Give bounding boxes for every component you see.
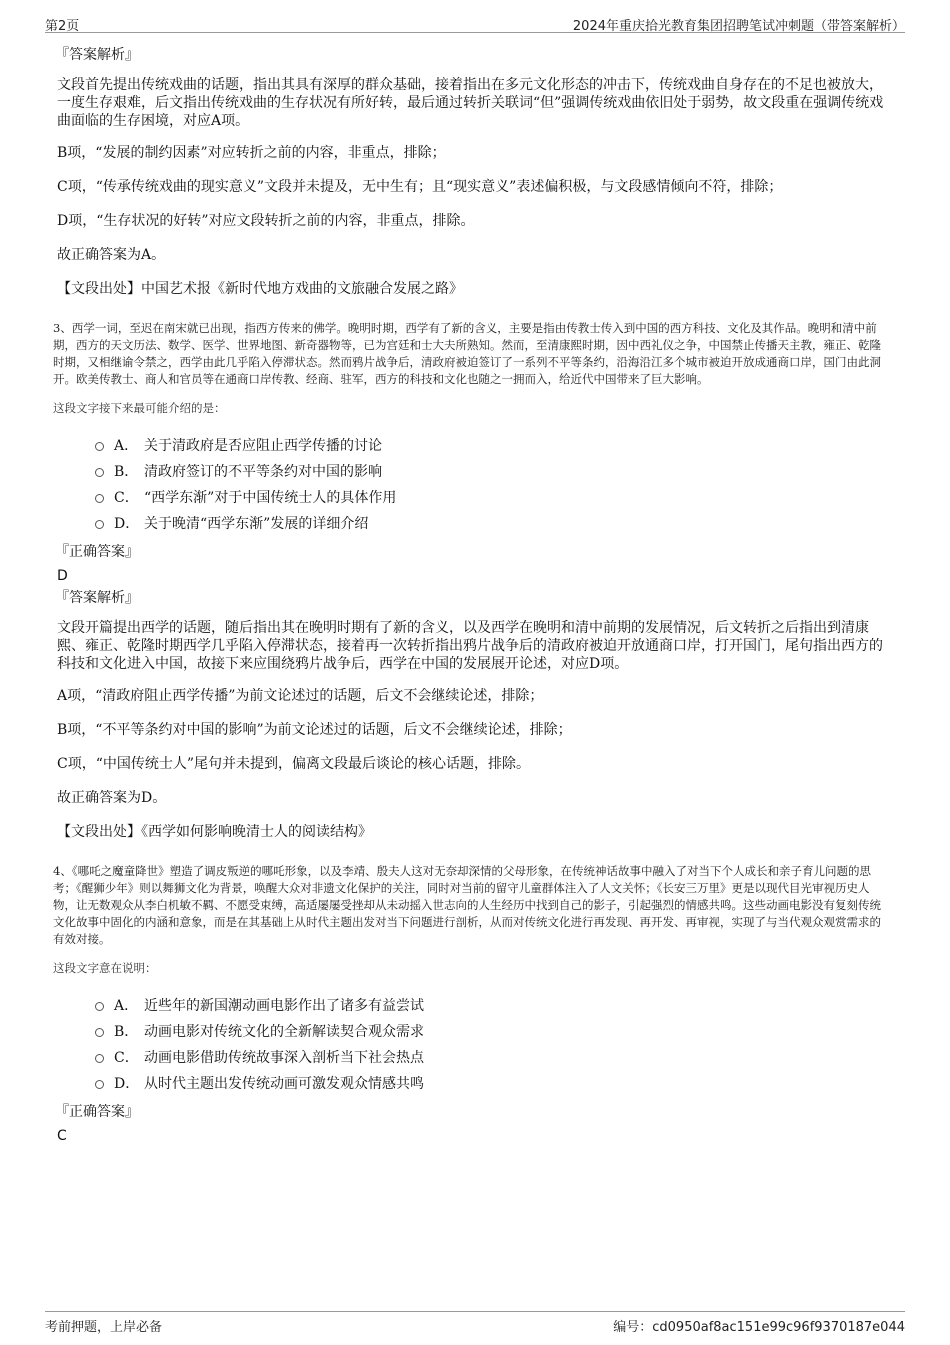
radio-icon[interactable] <box>95 1028 104 1037</box>
option-text: “西学东渐”对于中国传统士人的具体作用 <box>144 490 397 506</box>
option-letter: D． <box>114 1076 140 1092</box>
option-c-explanation: C项，“中国传统士人”尾句并未提到，偏离文段最后谈论的核心话题，排除。 <box>57 756 531 772</box>
document-code: 编号：cd0950af8ac151e99c96f9370187e044 <box>613 1320 905 1335</box>
question-3-prompt: 这段文字接下来最可能介绍的是： <box>53 401 226 415</box>
radio-icon[interactable] <box>95 520 104 529</box>
option-text: 动画电影对传统文化的全新解读契合观众需求 <box>144 1024 424 1040</box>
radio-icon[interactable] <box>95 494 104 503</box>
option-a[interactable] <box>95 993 890 1019</box>
question-4-options <box>95 993 890 1097</box>
correct-answer-label: 『正确答案』 <box>55 1104 139 1120</box>
option-b-explanation: B项，“发展的制约因素”对应转折之前的内容，非重点，排除； <box>57 145 446 161</box>
option-a[interactable] <box>95 433 890 459</box>
option-b[interactable] <box>95 1019 890 1045</box>
option-b-explanation: B项，“不平等条约对中国的影响”为前文论述过的话题，后文不会继续论述，排除； <box>57 722 572 738</box>
option-letter: A． <box>114 998 139 1014</box>
radio-icon[interactable] <box>95 442 104 451</box>
option-letter: D． <box>114 516 140 532</box>
option-text: 关于晚清“西学东渐”发展的详细介绍 <box>144 516 369 532</box>
option-text: 动画电影借助传统故事深入剖析当下社会热点 <box>144 1050 424 1066</box>
option-letter: A． <box>114 438 139 454</box>
option-text: 关于清政府是否应阻止西学传播的讨论 <box>144 438 382 454</box>
option-a-explanation: A项，“清政府阻止西学传播”为前文论述过的话题，后文不会继续论述，排除； <box>57 688 544 704</box>
option-letter: B． <box>114 464 139 480</box>
text-source: 【文段出处】中国艺术报《新时代地方戏曲的文旅融合发展之路》 <box>57 281 463 297</box>
question-4-text: 4、《哪吒之魔童降世》塑造了调皮叛逆的哪吒形象，以及李靖、殷夫人这对无奈却深情的父母形象，在传统神话故事中融入了对当下个人成长和亲子育儿问题的思考；《醒狮少年》则以舞狮文化为背景，唤醒大众对非遗文化保护的关注，同时对当前的留守儿童群体注入了人文关怀；《长安三万里》更是以现代目光审视历史人物，让无数观众从李白机敏不羁、不愿受束缚，高适屡屡受挫却从未动摇入世志向的人生经历中找到自己的影子，引起强烈的情感共鸣。这些动画电影没有复刻传统文化故事中固化的内涵和意象，而是在其基础上从时代主题出发对当下问题进行剖析，从而对传统文化进行再发现、再开发、再审视，实现了与当代观众观赏需求的有效对接。 <box>53 864 881 946</box>
option-c[interactable] <box>95 485 890 511</box>
option-text: 从时代主题出发传统动画可激发观众情感共鸣 <box>144 1076 424 1092</box>
text-source: 【文段出处】《西学如何影响晚清士人的阅读结构》 <box>57 824 372 840</box>
radio-icon[interactable] <box>95 1080 104 1089</box>
question-4-prompt: 这段文字意在说明： <box>53 961 157 975</box>
answer-conclusion: 故正确答案为D。 <box>57 790 167 806</box>
answer-conclusion: 故正确答案为A。 <box>57 247 166 263</box>
correct-answer-label: 『正确答案』 <box>55 544 139 560</box>
main-content <box>53 46 890 1149</box>
option-c-explanation: C项，“传承传统戏曲的现实意义”文段并未提及，无中生有；且“现实意义”表述偏积极，与文段感情倾向不符，排除； <box>57 179 783 195</box>
radio-icon[interactable] <box>95 1002 104 1011</box>
page-header <box>45 10 905 33</box>
option-letter: C． <box>114 490 139 506</box>
question-3-options <box>95 433 890 537</box>
radio-icon[interactable] <box>95 468 104 477</box>
option-b[interactable] <box>95 459 890 485</box>
correct-answer: C <box>57 1128 67 1144</box>
question-3-text: 3、西学一词，至迟在南宋就已出现，指西方传来的佛学。晚明时期，西学有了新的含义，主要是指由传教士传入到中国的西方科技、文化及其作品。晚明和清中前期，西方的天文历法、数学、医学、世界地图、新奇器物等，已为宫廷和士大夫所熟知。然而，至清康熙时期，因中西礼仪之争，中国禁止传播天主教，雍正、乾隆时期，又相继谕令禁之，西学由此几乎陷入停滞状态。然而鸦片战争后，清政府被迫签订了一系列不平等条约，沿海沿江多个城市被迫开放成通商口岸，国门由此洞开。欧美传教士、商人和官员等在通商口岸传教、经商、驻军，西方的科技和文化也随之一拥而入，给近代中国带来了巨大影响。 <box>53 321 881 386</box>
option-d-explanation: D项，“生存状况的好转”对应文段转折之前的内容，非重点，排除。 <box>57 213 475 229</box>
answer-analysis-label: 『答案解析』 <box>55 47 139 63</box>
option-d[interactable] <box>95 1071 890 1097</box>
option-letter: B． <box>114 1024 139 1040</box>
footer-slogan: 考前押题，上岸必备 <box>45 1320 163 1335</box>
document-title: 2024年重庆拾光教育集团招聘笔试冲刺题（带答案解析） <box>572 19 905 34</box>
correct-answer: D <box>57 568 68 584</box>
option-d[interactable] <box>95 511 890 537</box>
page-footer <box>45 1311 905 1336</box>
option-c[interactable] <box>95 1045 890 1071</box>
answer-analysis-text: 文段开篇提出西学的话题，随后指出其在晚明时期有了新的含义，以及西学在晚明和清中前期的发展情况，后文转折之后指出到清康熙、雍正、乾隆时期西学几乎陷入停滞状态，接着再一次转折指出鸦片战争后的清政府被迫开放通商口岸，打开国门，尾句指出西方的科技和文化进入中国，故接下来应围绕鸦片战争后，西学在中国的发展展开论述，对应D项。 <box>57 620 883 672</box>
answer-analysis-label: 『答案解析』 <box>55 590 139 606</box>
option-text: 清政府签订的不平等条约对中国的影响 <box>144 464 382 480</box>
option-text: 近些年的新国潮动画电影作出了诸多有益尝试 <box>144 998 424 1014</box>
page-number: 第2页 <box>45 19 80 34</box>
answer-analysis-text: 文段首先提出传统戏曲的话题，指出其具有深厚的群众基础，接着指出在多元文化形态的冲击下，传统戏曲自身存在的不足也被放大，一度生存艰难，后文指出传统戏曲的生存状况有所好转，最后通过转折关联词“但”强调传统戏曲依旧处于弱势，故文段重在强调传统戏曲面临的生存困境，对应A项。 <box>57 77 884 129</box>
radio-icon[interactable] <box>95 1054 104 1063</box>
option-letter: C． <box>114 1050 139 1066</box>
